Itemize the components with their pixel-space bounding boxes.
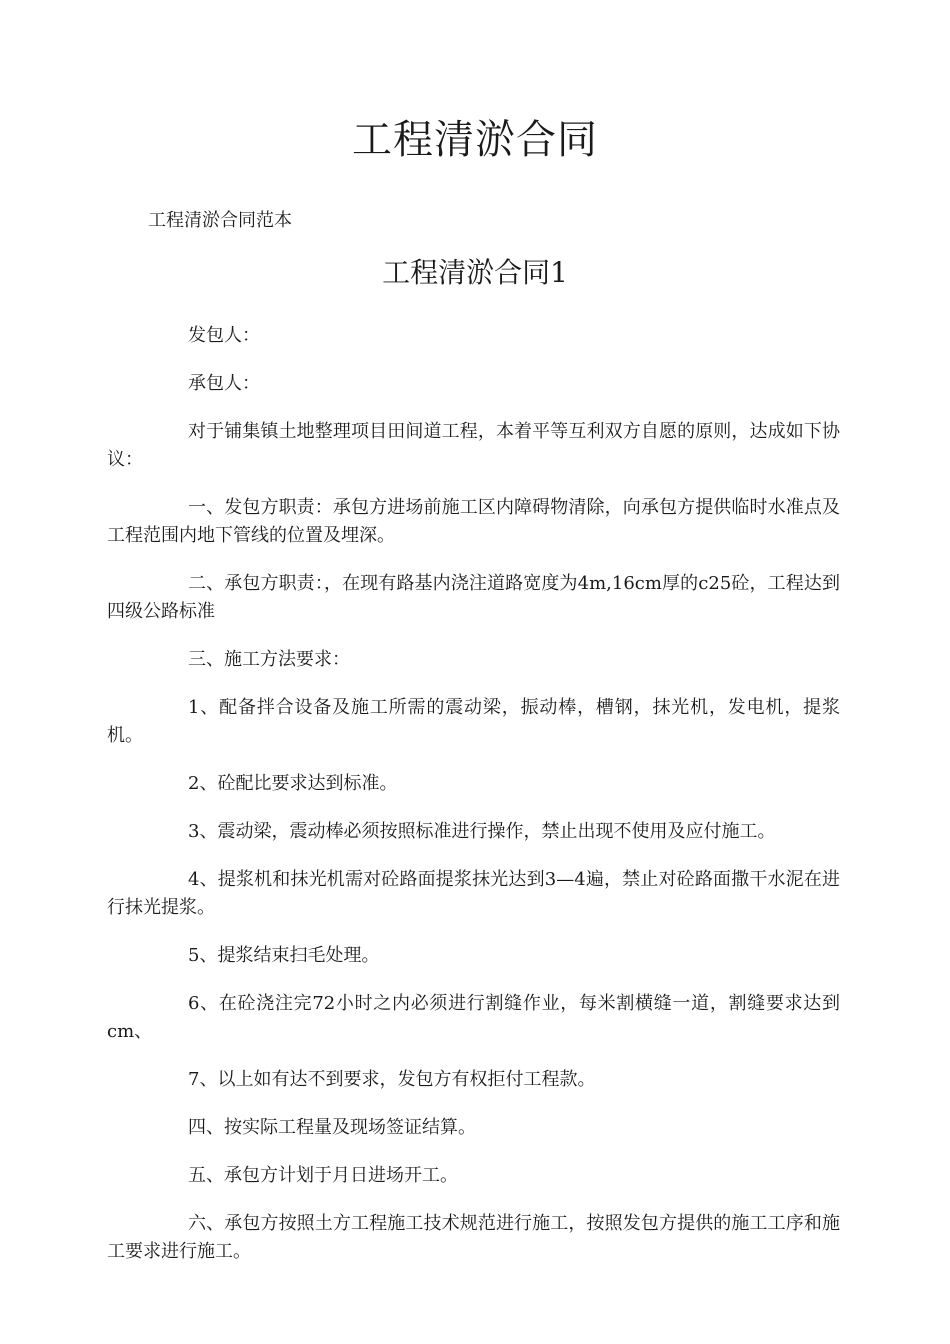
paragraph-item-7: 7、以上如有达不到要求，发包方有权拒付工程款。 <box>188 1069 596 1090</box>
document-body <box>107 322 840 1286</box>
paragraph-contractor: 承包人： <box>188 373 260 394</box>
paragraph-clause-6: 六、承包方按照土方工程施工技术规范进行施工，按照发包方提供的施工工序和施工要求进行施工。 <box>107 1213 840 1262</box>
paragraph-clause-1: 一、发包方职责：承包方进场前施工区内障碍物清除，向承包方提供临时水准点及工程范围内地下管线的位置及埋深。 <box>107 497 840 546</box>
section-title: 工程清淤合同1 <box>382 256 568 289</box>
paragraph-clause-3: 三、施工方法要求： <box>188 649 350 670</box>
paragraph-item-3: 3、震动梁，震动棒必须按照标准进行操作，禁止出现不使用及应付施工。 <box>188 821 776 842</box>
paragraph-item-4: 4、提浆机和抹光机需对砼路面提浆抹光达到3—4遍，禁止对砼路面撒干水泥在进行抹光提浆。 <box>107 869 840 918</box>
paragraph-agreement-intro: 对于铺集镇土地整理项目田间道工程，本着平等互利双方自愿的原则，达成如下协议： <box>107 421 840 470</box>
paragraph-item-6: 6、在砼浇注完72小时之内必须进行割缝作业，每米割横缝一道，割缝要求达到cm、 <box>107 993 840 1042</box>
document-title: 工程清淤合同 <box>352 117 598 163</box>
document-subtitle: 工程清淤合同范本 <box>148 210 292 231</box>
paragraph-employer: 发包人： <box>188 325 260 346</box>
paragraph-clause-2: 二、承包方职责：，在现有路基内浇注道路宽度为4m,16cm厚的c25砼，工程达到四级公路标准 <box>107 573 840 622</box>
paragraph-item-5: 5、提浆结束扫毛处理。 <box>188 945 380 966</box>
paragraph-clause-5: 五、承包方计划于月日进场开工。 <box>188 1165 458 1186</box>
paragraph-item-1: 1、配备拌合设备及施工所需的震动梁，振动棒，槽钢，抹光机，发电机，提浆机。 <box>107 697 840 746</box>
paragraph-item-2: 2、砼配比要求达到标准。 <box>188 773 398 794</box>
paragraph-clause-4: 四、按实际工程量及现场签证结算。 <box>188 1117 476 1138</box>
